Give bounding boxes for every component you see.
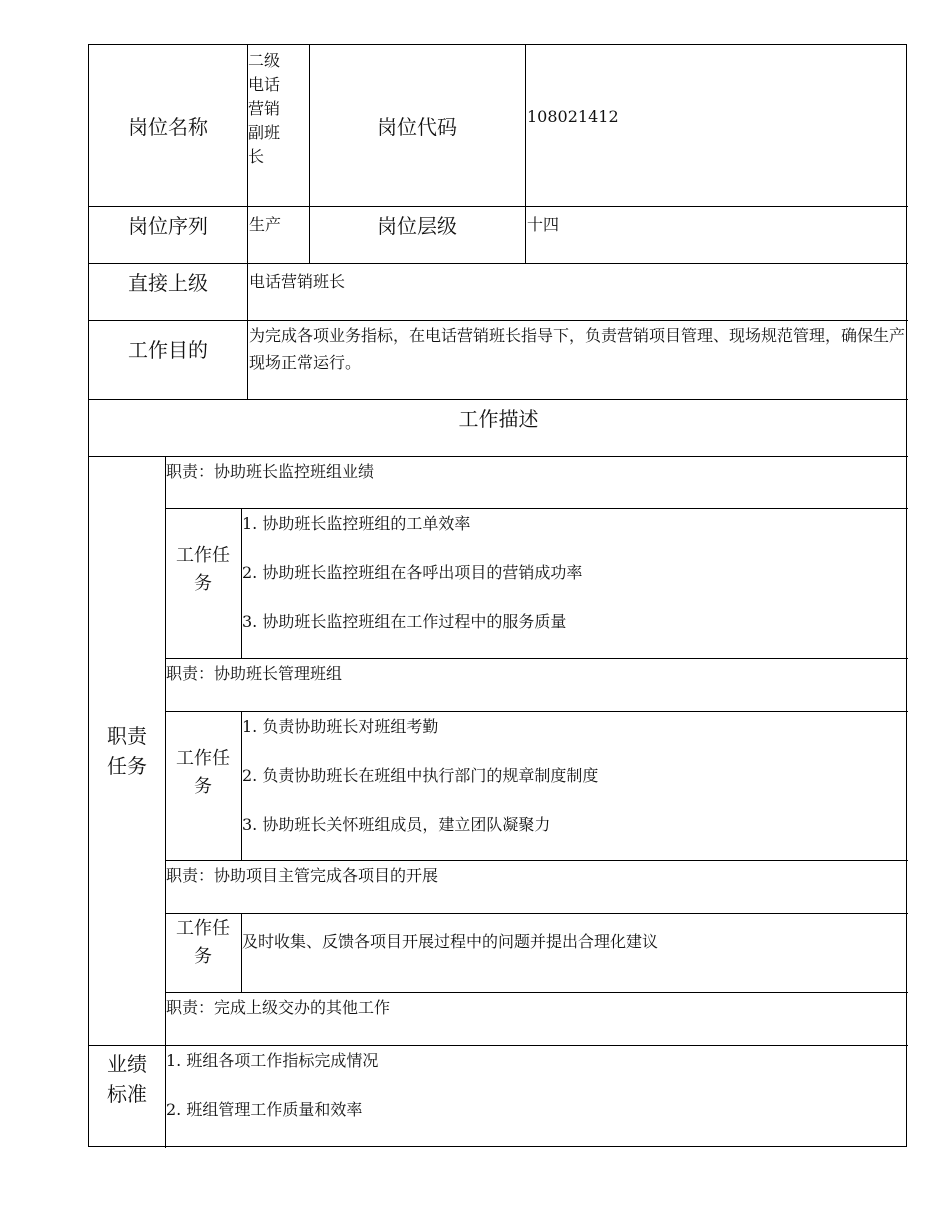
performance-label: 业绩标准 (107, 1052, 147, 1106)
supervisor-label: 直接上级 (128, 270, 208, 295)
job-description-table (88, 44, 907, 1147)
purpose-label: 工作目的 (128, 338, 208, 362)
purpose-value: 为完成各项业务指标，在电话营销班长指导下，负责营销项目管理、现场规范管理，确保生产现场正常运行。 (249, 326, 906, 372)
task-2-3: 3. 协助班长关怀班组成员，建立团队凝聚力 (242, 815, 551, 834)
duties-label: 职责任务 (107, 723, 147, 778)
work-description-title: 工作描述 (458, 406, 539, 431)
task-3-1: 及时收集、反馈各项目开展过程中的问题并提出合理化建议 (242, 932, 659, 951)
supervisor-value: 电话营销班长 (249, 272, 346, 291)
position-name-value: 二级电话营销副班长 (248, 51, 281, 166)
task-2-1: 1. 负责协助班长对班组考勤 (242, 717, 439, 736)
duty-1: 职责：协助班长监控班组业绩 (166, 462, 375, 481)
series-label: 岗位序列 (128, 213, 208, 238)
task-label-3: 工作任务 (176, 918, 230, 967)
task-1-2: 2. 协助班长监控班组在各呼出项目的营销成功率 (242, 563, 583, 582)
position-code-label: 岗位代码 (377, 115, 457, 139)
level-value: 十四 (527, 215, 560, 234)
level-label: 岗位层级 (377, 213, 457, 238)
position-code-value: 108021412 (527, 107, 619, 126)
task-2-2: 2. 负责协助班长在班组中执行部门的规章制度制度 (242, 766, 599, 785)
duty-3: 职责：协助项目主管完成各项目的开展 (166, 866, 439, 885)
performance-item-2: 2. 班组管理工作质量和效率 (166, 1100, 363, 1119)
position-name-label: 岗位名称 (128, 115, 208, 139)
task-1-3: 3. 协助班长监控班组在工作过程中的服务质量 (242, 612, 567, 631)
task-label-2: 工作任务 (176, 748, 230, 797)
performance-item-1: 1. 班组各项工作指标完成情况 (166, 1051, 379, 1070)
task-1-1: 1. 协助班长监控班组的工单效率 (242, 514, 471, 533)
task-label-1: 工作任务 (176, 545, 230, 594)
duty-2: 职责：协助班长管理班组 (166, 664, 343, 683)
series-value: 生产 (249, 215, 282, 234)
duty-4: 职责：完成上级交办的其他工作 (166, 998, 391, 1017)
